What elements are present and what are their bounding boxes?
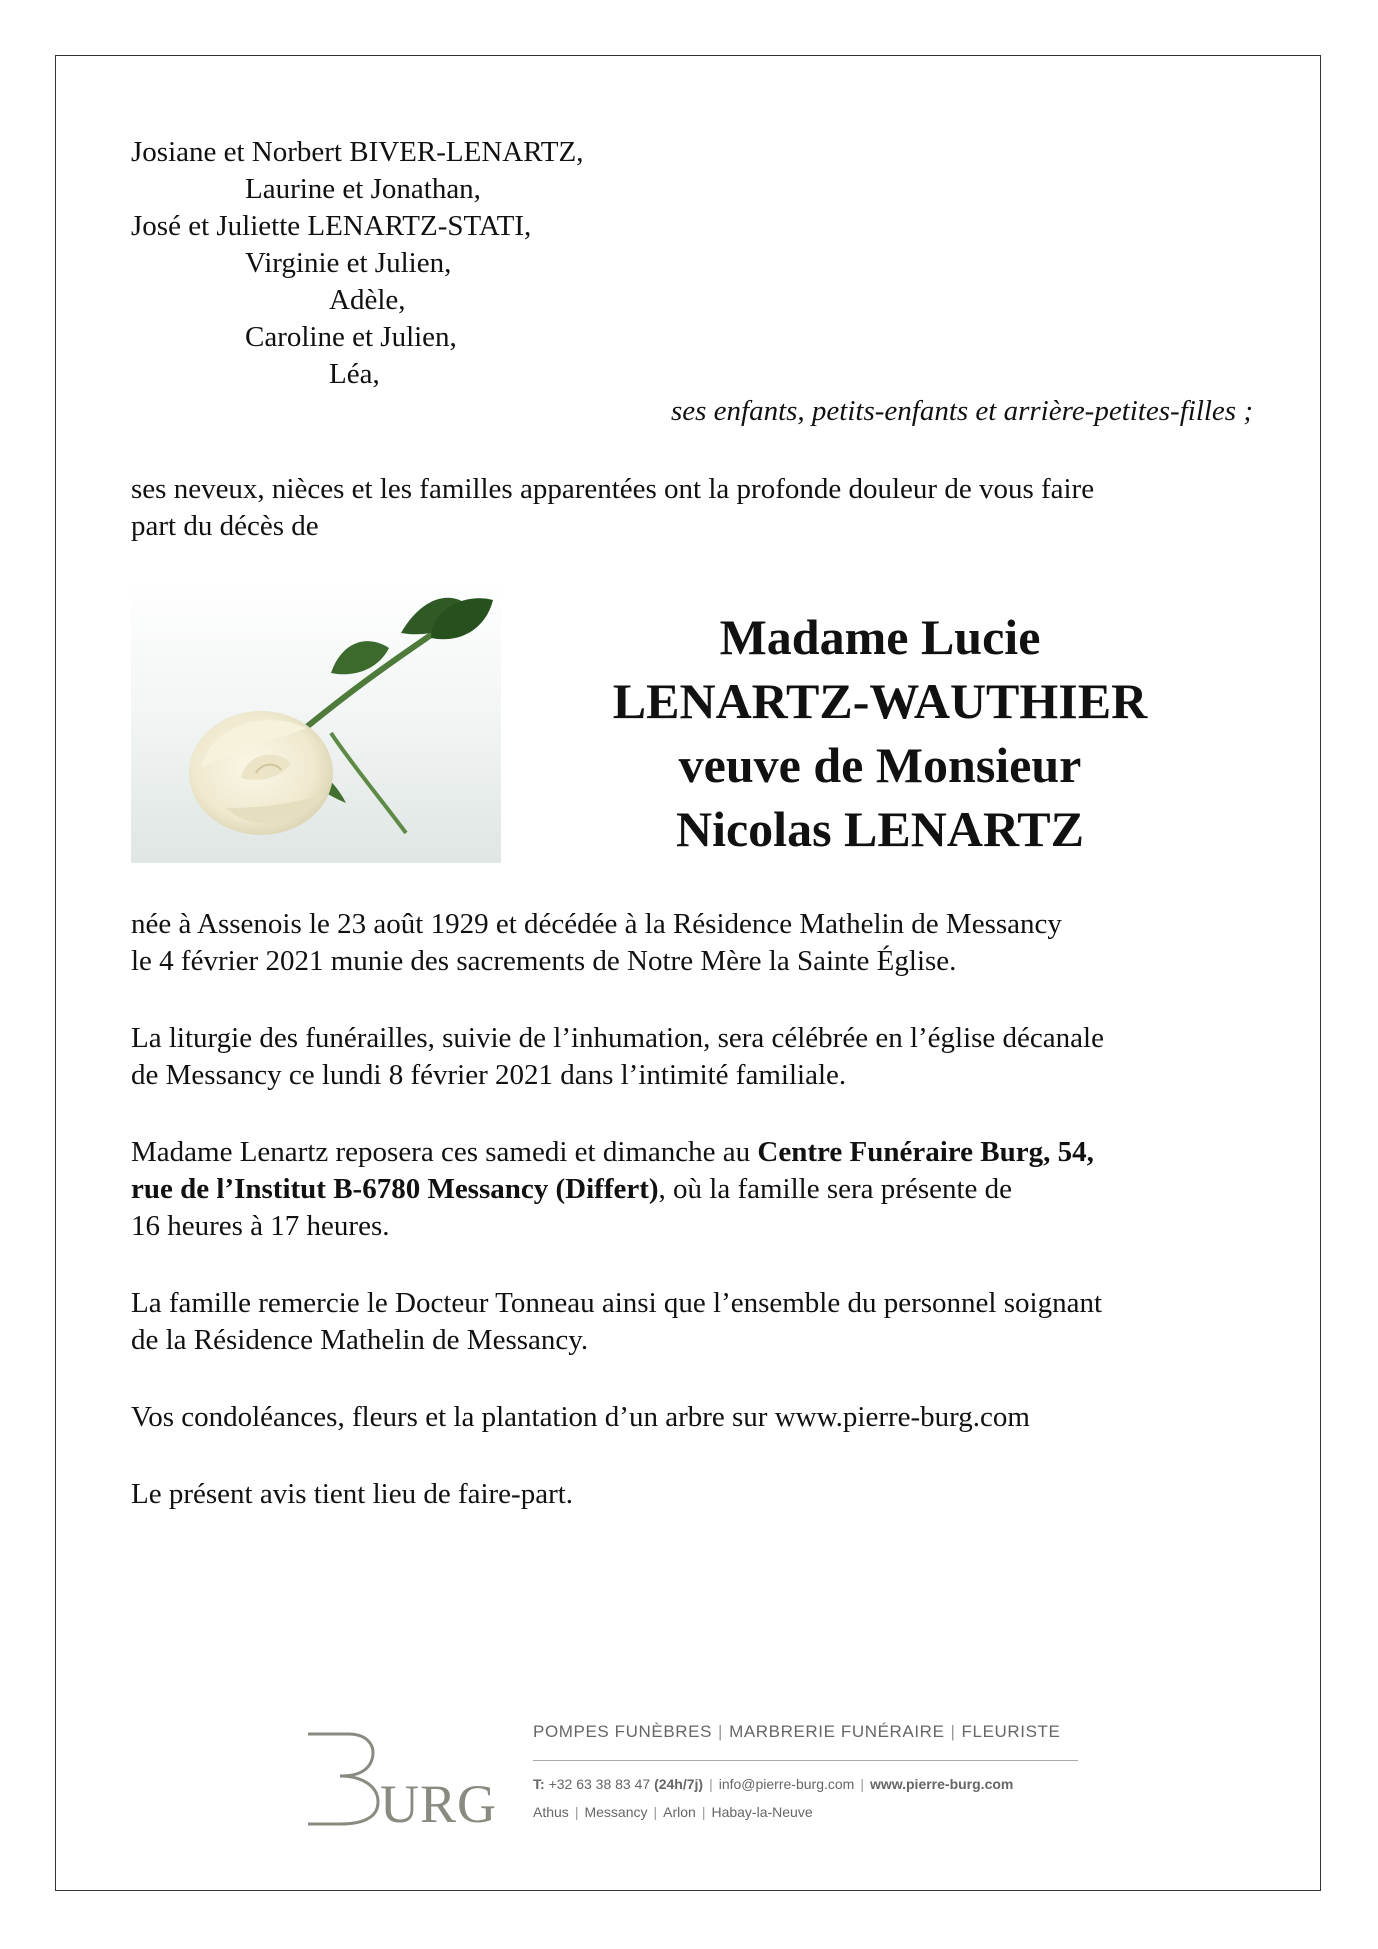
phone-number: +32 63 38 83 47 bbox=[548, 1776, 651, 1792]
family-line-4: Virginie et Julien, bbox=[245, 247, 452, 279]
family-line-2: Laurine et Jonathan, bbox=[245, 173, 481, 205]
liturgy-line-1: La liturgie des funérailles, suivie de l’inhumation, sera célébrée en l’église décanale bbox=[131, 1022, 1104, 1054]
announcement-line-2: part du décès de bbox=[131, 510, 319, 542]
birth-death-line-2: le 4 février 2021 munie des sacrements de Notre Mère la Sainte Église. bbox=[131, 945, 957, 977]
family-line-7: Léa, bbox=[329, 358, 380, 390]
footer-website[interactable]: www.pierre-burg.com bbox=[869, 1776, 1014, 1792]
burg-logo bbox=[300, 1724, 498, 1834]
repose-line-2 bbox=[131, 1171, 1012, 1208]
svg-text:URG: URG bbox=[380, 1774, 498, 1834]
funeral-center-address: Centre Funéraire Burg, 54, bbox=[757, 1136, 1094, 1168]
footer-contact: T: +32 63 38 83 47 (24h/7j) | info@pierre-burg.com | www.pierre-burg.com bbox=[533, 1776, 1014, 1792]
deceased-name-block bbox=[530, 605, 1230, 861]
liturgy-line-2: de Messancy ce lundi 8 février 2021 dans l’intimité familiale. bbox=[131, 1059, 847, 1091]
repose-line-1 bbox=[131, 1134, 1094, 1171]
deceased-name-line-3: veuve de Monsieur bbox=[678, 737, 1082, 793]
deceased-name-line-1: Madame Lucie bbox=[719, 609, 1041, 665]
family-line-5: Adèle, bbox=[329, 284, 406, 316]
repose-text: Madame Lenartz reposera ces samedi et dimanche au bbox=[131, 1136, 758, 1168]
footer-services: POMPES FUNÈBRES | MARBRERIE FUNÉRAIRE | FLEURISTE bbox=[533, 1722, 1061, 1741]
funeral-center-street: rue de l’Institut B-6780 Messancy (Differt) bbox=[131, 1173, 659, 1205]
family-role: ses enfants, petits-enfants et arrière-petites-filles ; bbox=[670, 395, 1253, 427]
footer-locations: Athus | Messancy | Arlon | Habay-la-Neuve bbox=[533, 1804, 813, 1820]
family-line-6: Caroline et Julien, bbox=[245, 321, 457, 353]
location-2: Messancy bbox=[584, 1804, 648, 1820]
footer-divider bbox=[533, 1760, 1078, 1761]
family-line-3: José et Juliette LENARTZ-STATI, bbox=[131, 210, 532, 242]
family-line-1: Josiane et Norbert BIVER-LENARTZ, bbox=[131, 136, 584, 168]
service-1: POMPES FUNÈBRES bbox=[533, 1722, 713, 1741]
service-2: MARBRERIE FUNÉRAIRE bbox=[729, 1722, 945, 1741]
deceased-name-line-2: LENARTZ-WAUTHIER bbox=[612, 673, 1148, 729]
location-3: Arlon bbox=[663, 1804, 696, 1820]
announcement-line-1: ses neveux, nièces et les familles apparentées ont la profonde douleur de vous faire bbox=[131, 473, 1095, 505]
notice: Le présent avis tient lieu de faire-part. bbox=[131, 1478, 574, 1510]
location-4: Habay-la-Neuve bbox=[711, 1804, 813, 1820]
repose-text-2: , où la famille sera présente de bbox=[658, 1173, 1013, 1205]
phone-label: T: bbox=[533, 1776, 545, 1792]
thanks-line-2: de la Résidence Mathelin de Messancy. bbox=[131, 1324, 589, 1356]
white-rose-image bbox=[131, 578, 501, 863]
phone-hours: (24h/7j) bbox=[654, 1776, 704, 1792]
deceased-name-line-4: Nicolas LENARTZ bbox=[675, 801, 1084, 857]
repose-hours: 16 heures à 17 heures. bbox=[131, 1210, 390, 1242]
condolences: Vos condoléances, fleurs et la plantation d’un arbre sur www.pierre-burg.com bbox=[131, 1401, 1030, 1433]
footer-email[interactable]: info@pierre-burg.com bbox=[718, 1776, 855, 1792]
thanks-line-1: La famille remercie le Docteur Tonneau ainsi que l’ensemble du personnel soignant bbox=[131, 1287, 1103, 1319]
birth-death-line-1: née à Assenois le 23 août 1929 et décédée à la Résidence Mathelin de Messancy bbox=[131, 908, 1062, 940]
location-1: Athus bbox=[533, 1804, 569, 1820]
service-3: FLEURISTE bbox=[961, 1722, 1061, 1741]
